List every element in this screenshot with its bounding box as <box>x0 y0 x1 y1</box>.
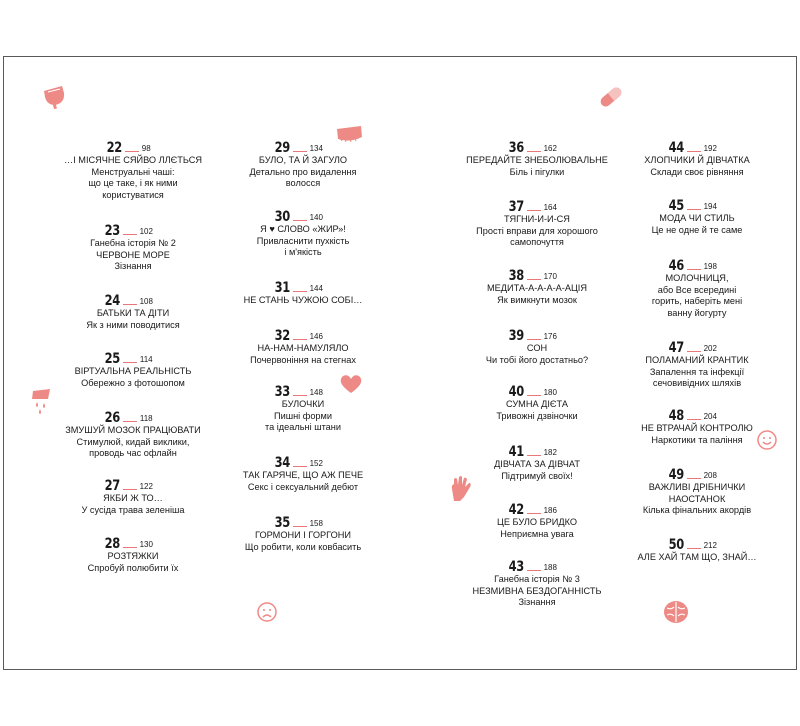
chapter-title: СУМНА ДІЄТА <box>506 399 568 409</box>
chapter-title: ТАК ГАРЯЧЕ, ЩО АЖ ПЕЧЕ <box>242 470 364 480</box>
leader-dash <box>123 547 137 548</box>
chapter-head <box>48 290 208 308</box>
chapter-number: 46 <box>668 258 684 274</box>
chapter-subtitle: ЧЕРВОНЕ МОРЕ <box>96 249 170 260</box>
page-number: 152 <box>309 459 323 468</box>
chapter-number: 40 <box>508 384 524 400</box>
leader-dash <box>527 570 541 571</box>
leader-dash <box>527 339 541 340</box>
chapter-head <box>452 499 612 517</box>
chapter-subtitle: проводь час офлайн <box>89 448 177 458</box>
page-number: 176 <box>543 332 557 341</box>
toc-entry[interactable] <box>58 475 208 516</box>
leader-dash <box>293 526 307 527</box>
toc-entry[interactable] <box>462 265 612 306</box>
chapter-title: ВАЖЛИВІ ДРІБНИЧКИ <box>648 482 746 492</box>
page-number: 98 <box>141 144 151 153</box>
chapter-title: Ганебна історія № 2 <box>90 238 176 248</box>
toc-entry[interactable] <box>462 499 612 540</box>
chapter-number: 24 <box>104 293 120 309</box>
chapter-number: 26 <box>105 410 121 426</box>
leader-dash <box>125 151 139 152</box>
chapter-number: 29 <box>274 140 290 156</box>
chapter-subtitle: Наркотики та паління <box>651 434 743 445</box>
chapter-head <box>48 533 208 551</box>
chapter-subtitle: волосся <box>285 178 321 188</box>
leader-dash <box>687 151 701 152</box>
chapter-subtitle: Чи тобі його достатньо? <box>485 354 589 365</box>
chapter-subtitle: Біль і пігулки <box>509 166 565 177</box>
chapter-subtitle: Що робити, коли ковбасить <box>244 541 362 552</box>
chapter-head <box>612 337 772 355</box>
chapter-head <box>218 206 378 224</box>
page-number: 180 <box>543 388 557 397</box>
toc-entry[interactable] <box>58 137 208 201</box>
chapter-title: ЦЕ БУЛО БРИДКО <box>497 517 577 527</box>
toc-entry[interactable] <box>228 325 378 366</box>
chapter-subtitle: Обережно з фотошопом <box>81 377 185 388</box>
chapter-number: 25 <box>105 351 121 367</box>
toc-entry[interactable] <box>228 512 378 553</box>
chapter-subtitle: Зізнання <box>518 597 556 607</box>
page-number: 140 <box>309 213 323 222</box>
chapter-subtitle: Зізнання <box>114 261 152 271</box>
chapter-title: ЯКБИ Ж ТО… <box>103 493 163 503</box>
page-number: 164 <box>543 203 557 212</box>
toc-entry[interactable] <box>58 533 208 574</box>
chapter-head <box>218 137 378 155</box>
chapter-title: МОДА ЧИ СТИЛЬ <box>659 213 735 223</box>
leader-dash <box>293 220 307 221</box>
page-number: 144 <box>309 284 323 293</box>
chapter-title: ВІРТУАЛЬНА РЕАЛЬНІСТЬ <box>74 366 192 376</box>
chapter-number: 31 <box>274 280 290 296</box>
toc-entry[interactable] <box>462 441 612 482</box>
chapter-head <box>452 137 612 155</box>
chapter-head <box>48 137 208 155</box>
chapter-subtitle: що це таке, і як ними <box>88 178 178 188</box>
page-number: 182 <box>543 448 557 457</box>
chapter-subtitle: Почервоніння на стегнах <box>250 354 356 365</box>
chapter-title: МЕДИТА-А-А-А-А-АЦІЯ <box>487 283 587 293</box>
toc-entry[interactable] <box>58 220 208 273</box>
page-number: 170 <box>543 272 557 281</box>
chapter-title: АЛЕ ХАЙ ТАМ ЩО, ЗНАЙ… <box>637 552 757 562</box>
page-number: 192 <box>703 144 717 153</box>
chapter-title: …І МІСЯЧНЕ СЯЙВО ЛЛЄТЬСЯ <box>64 155 202 165</box>
leader-dash <box>527 395 541 396</box>
chapter-subtitle: НЕЗМИВНА БЕЗДОГАННІСТЬ <box>472 585 602 596</box>
chapter-title: БАТЬКИ ТА ДІТИ <box>96 308 170 318</box>
chapter-subtitle: Спробуй полюбити їх <box>87 562 179 573</box>
chapter-head <box>218 325 378 343</box>
chapter-head <box>452 325 612 343</box>
chapter-number: 23 <box>104 223 120 239</box>
leader-dash <box>527 279 541 280</box>
chapter-number: 39 <box>508 328 524 344</box>
chapter-head <box>452 381 612 399</box>
chapter-number: 30 <box>274 209 290 225</box>
leader-dash <box>123 421 137 422</box>
toc-entry[interactable] <box>228 452 378 493</box>
chapter-number: 33 <box>274 384 290 400</box>
chapter-number: 42 <box>508 502 524 518</box>
chapter-title: ТЯГНИ-И-И-СЯ <box>504 214 570 224</box>
leader-dash <box>527 455 541 456</box>
chapter-number: 45 <box>668 198 684 214</box>
leader-dash <box>687 548 701 549</box>
chapter-head <box>612 137 772 155</box>
toc-entry[interactable] <box>622 137 772 178</box>
chapter-head <box>48 475 208 493</box>
chapter-number: 47 <box>668 340 684 356</box>
chapter-title: ЗМУШУЙ МОЗОК ПРАЦЮВАТИ <box>65 425 201 435</box>
chapter-head <box>612 195 772 213</box>
toc-entry[interactable] <box>58 290 208 331</box>
chapter-number: 32 <box>274 328 290 344</box>
chapter-head <box>452 556 612 574</box>
chapter-subtitle: Як з ними поводитися <box>86 319 180 330</box>
chapter-head <box>218 452 378 470</box>
chapter-subtitle: самопочуття <box>510 237 564 247</box>
chapter-subtitle: користуватися <box>102 189 164 200</box>
leader-dash <box>687 419 701 420</box>
toc-entry[interactable] <box>622 195 772 236</box>
toc-entry[interactable] <box>462 556 612 609</box>
chapter-head <box>48 220 208 238</box>
page-number: 194 <box>703 202 717 211</box>
page-number: 122 <box>139 482 153 491</box>
chapter-number: 38 <box>508 268 524 284</box>
chapter-head <box>452 441 612 459</box>
chapter-head <box>612 464 772 482</box>
leader-dash <box>527 210 541 211</box>
page-number: 212 <box>703 541 717 550</box>
leader-dash <box>123 234 137 235</box>
chapter-number: 50 <box>668 537 684 553</box>
chapter-head <box>452 196 612 214</box>
chapter-number: 27 <box>104 478 120 494</box>
toc-entry[interactable] <box>462 381 612 422</box>
chapter-number: 22 <box>106 140 123 156</box>
page-number: 188 <box>543 563 557 572</box>
chapter-subtitle: Це не одне й те саме <box>651 224 743 235</box>
chapter-number: 41 <box>508 444 524 460</box>
page-number: 134 <box>309 144 323 153</box>
page-number: 108 <box>139 297 153 306</box>
chapter-head <box>218 381 378 399</box>
chapter-number: 44 <box>668 140 684 156</box>
chapter-subtitle: та ідеальні штани <box>265 422 341 432</box>
chapter-subtitle: Детально про видалення <box>249 166 357 177</box>
toc-entry[interactable] <box>228 277 378 307</box>
chapter-title: ДІВЧАТА ЗА ДІВЧАТ <box>494 459 580 469</box>
toc-entry[interactable] <box>462 196 612 249</box>
toc-entry[interactable] <box>462 325 612 366</box>
chapter-subtitle: Прості вправи для хорошого <box>476 225 598 236</box>
chapter-subtitle: або Все всередині <box>657 284 737 295</box>
toc-entry[interactable] <box>622 255 772 319</box>
page-number: 158 <box>309 519 323 528</box>
chapter-number: 35 <box>274 515 290 531</box>
leader-dash <box>527 151 541 152</box>
chapter-subtitle: і м'якість <box>284 247 322 257</box>
page-number: 186 <box>543 506 557 515</box>
chapter-title: Я ♥ СЛОВО «ЖИР»! <box>260 224 346 234</box>
chapter-title: ХЛОПЧИКИ Й ДІВЧАТКА <box>644 155 750 165</box>
chapter-subtitle: Запалення та інфекції <box>649 366 745 377</box>
chapter-subtitle: Менструальні чаші: <box>91 166 175 177</box>
leader-dash <box>293 339 307 340</box>
toc-entry[interactable] <box>622 405 772 446</box>
chapter-number: 37 <box>508 199 524 215</box>
chapter-subtitle: Склади своє рівняння <box>650 166 744 177</box>
leader-dash <box>293 291 307 292</box>
chapter-number: 43 <box>508 559 524 575</box>
toc-entry[interactable] <box>58 348 208 389</box>
toc-entry[interactable] <box>622 464 772 517</box>
chapter-head <box>218 277 378 295</box>
chapter-subtitle: У сусіда трава зеленіша <box>81 504 185 515</box>
chapter-subtitle: Кілька фінальних акордів <box>642 505 752 515</box>
leader-dash <box>687 351 701 352</box>
chapter-title: ПЕРЕДАЙТЕ ЗНЕБОЛЮВАЛЬНЕ <box>466 155 608 165</box>
toc-entry[interactable] <box>228 206 378 259</box>
chapter-head <box>612 255 772 273</box>
chapter-title: СОН <box>526 343 548 353</box>
chapter-title: НЕ СТАНЬ ЧУЖОЮ СОБІ… <box>243 295 363 305</box>
chapter-title: ГОРМОНИ І ГОРГОНИ <box>255 530 351 540</box>
chapter-head <box>452 265 612 283</box>
chapter-subtitle: Пишні форми <box>273 410 332 421</box>
page-number: 118 <box>139 414 153 423</box>
chapter-number: 49 <box>668 467 684 483</box>
chapter-number: 48 <box>668 408 684 424</box>
chapter-title: МОЛОЧНИЦЯ, <box>665 273 729 283</box>
leader-dash <box>687 209 701 210</box>
chapter-subtitle: Стимулюй, кидай виклики, <box>76 436 190 447</box>
leader-dash <box>687 269 701 270</box>
toc-entry[interactable] <box>58 407 208 460</box>
chapter-head <box>48 407 208 425</box>
toc-entry[interactable] <box>228 381 378 434</box>
chapter-number: 36 <box>508 140 524 156</box>
toc-entry[interactable] <box>228 137 378 190</box>
chapter-subtitle: Неприємна увага <box>500 528 574 539</box>
page-number: 130 <box>139 540 153 549</box>
chapter-subtitle: Як вимкнути мозок <box>497 294 577 305</box>
chapter-head <box>612 534 772 552</box>
chapter-subtitle: Привласнити пухкість <box>256 235 350 246</box>
chapter-title: ПОЛАМАНИЙ КРАНТИК <box>645 355 749 365</box>
chapter-title: БУЛО, ТА Й ЗАГУЛО <box>258 155 348 165</box>
leader-dash <box>687 478 701 479</box>
chapter-subtitle: горить, наберіть мені <box>651 296 743 306</box>
chapter-number: 28 <box>104 536 120 552</box>
chapter-head <box>612 405 772 423</box>
chapter-subtitle: НАОСТАНОК <box>668 493 726 504</box>
chapter-subtitle: Підтримуй своїх! <box>501 470 573 481</box>
chapter-title: Ганебна історія № 3 <box>494 574 580 584</box>
chapter-title: БУЛОЧКИ <box>281 399 325 409</box>
toc-entry[interactable] <box>622 534 772 564</box>
page-number: 208 <box>703 471 717 480</box>
page-number: 102 <box>139 227 153 236</box>
chapter-subtitle: сечовивідних шляхів <box>652 378 742 388</box>
page-number: 198 <box>703 262 717 271</box>
toc-entry[interactable] <box>622 337 772 390</box>
leader-dash <box>293 151 307 152</box>
chapter-subtitle: ванну йогурту <box>667 307 727 318</box>
chapter-head <box>218 512 378 530</box>
leader-dash <box>123 489 137 490</box>
leader-dash <box>293 395 307 396</box>
page-number: 148 <box>309 388 323 397</box>
chapter-subtitle: Секс і сексуальний дебют <box>247 481 359 492</box>
page-number: 204 <box>703 412 717 421</box>
chapter-subtitle: Тривожні дзвіночки <box>496 410 578 421</box>
page-number: 202 <box>703 344 717 353</box>
chapter-head <box>48 348 208 366</box>
chapter-title: НЕ ВТРАЧАЙ КОНТРОЛЮ <box>641 423 753 433</box>
toc-entry[interactable] <box>462 137 612 178</box>
leader-dash <box>123 304 137 305</box>
page-number: 114 <box>139 355 153 364</box>
page-number: 146 <box>309 332 323 341</box>
leader-dash <box>293 466 307 467</box>
chapter-title: НА-НАМ-НАМУЛЯЛО <box>257 343 349 353</box>
leader-dash <box>527 513 541 514</box>
page-number: 162 <box>543 144 557 153</box>
chapter-title: РОЗТЯЖКИ <box>107 551 159 561</box>
leader-dash <box>123 362 137 363</box>
chapter-number: 34 <box>274 455 290 471</box>
